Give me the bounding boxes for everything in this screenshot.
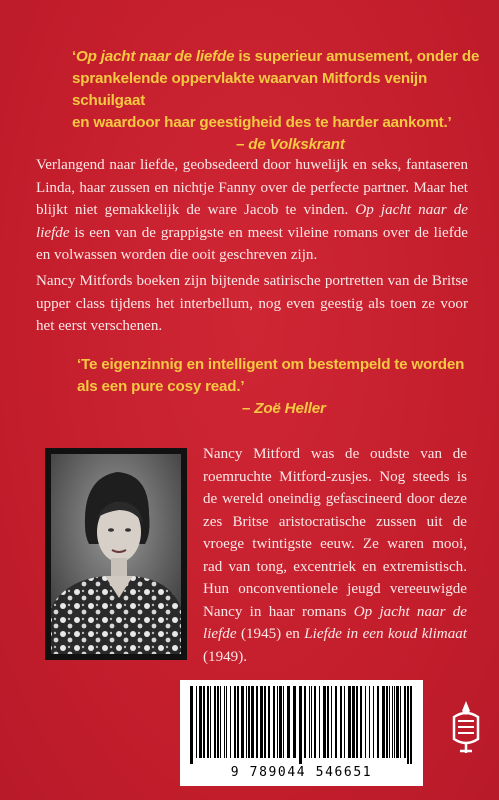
author-bio-paragraph xyxy=(203,443,467,668)
quote-text: is superieur amusement, onder de xyxy=(234,48,480,65)
quote-line: sprankelende oppervlakte waarvan Mitfords venijn schuilgaat xyxy=(72,70,428,109)
review-quote-zoe-heller xyxy=(77,354,492,420)
review-quote-volkskrant xyxy=(72,46,492,156)
bio-book-title: Op jacht naar de liefde xyxy=(203,603,467,642)
bio-text: (1949). xyxy=(203,648,248,665)
quote-line: ‘Op jacht naar de liefde is superieur amusement, onder de xyxy=(72,48,480,65)
isbn-number: 9 789044 546651 xyxy=(230,765,373,780)
quote-line: als een pure cosy read.’ xyxy=(77,378,245,395)
blurb-paragraph xyxy=(36,154,468,267)
bio-text: Nancy Mitford was de oudste van de roemruchte Mitford-zusjes. Nog steeds is de wereld oneindig gefascineerd door deze zes Britse aristocratische zussen uit de vroege twintigste eeuw. Ze waren mooi, rad van tong, excentriek en extremistisch. Hun onconventionele jeugd vereeuwigde Nancy in haar romans xyxy=(203,446,467,620)
quote-book-title: Op jacht naar de liefde xyxy=(76,48,235,65)
blurb-book-title: Op jacht naar de liefde xyxy=(36,202,468,241)
barcode-icon xyxy=(186,686,417,766)
bio-text: (1945) en xyxy=(236,626,305,642)
barcode-label xyxy=(180,680,423,786)
blurb-text: Verlangend naar liefde, geobsedeerd door huwelijk en seks, fantaseren Linda, haar zussen en nichtje Fanny over de perfecte partner. Maar het blijkt niet gemakkelijk de ware Jacob te vinden. xyxy=(36,157,468,218)
publisher-logo-icon xyxy=(448,699,484,757)
quote-attribution: – de Volkskrant xyxy=(236,136,345,153)
author-context-paragraph: Nancy Mitfords boeken zijn bijtende satirische portretten van de Britse upper class tijdens het interbellum, nog even geestig als toen ze voor het eerst verschenen. xyxy=(36,273,468,334)
quote-line: ‘Te eigenzinnig en intelligent om bestempeld te worden xyxy=(77,356,465,373)
bio-book-title: Liefde in een koud klimaat xyxy=(304,626,467,642)
blurb-text: is een van de grappigste en meest vileine romans over de liefde en volwassen worden die ooit geschreven zijn. xyxy=(36,224,468,263)
quote-attribution: – Zoë Heller xyxy=(242,400,326,417)
author-photo xyxy=(45,448,187,660)
quote-line: en waardoor haar geestigheid des te harder aankomt.’ xyxy=(72,114,452,131)
